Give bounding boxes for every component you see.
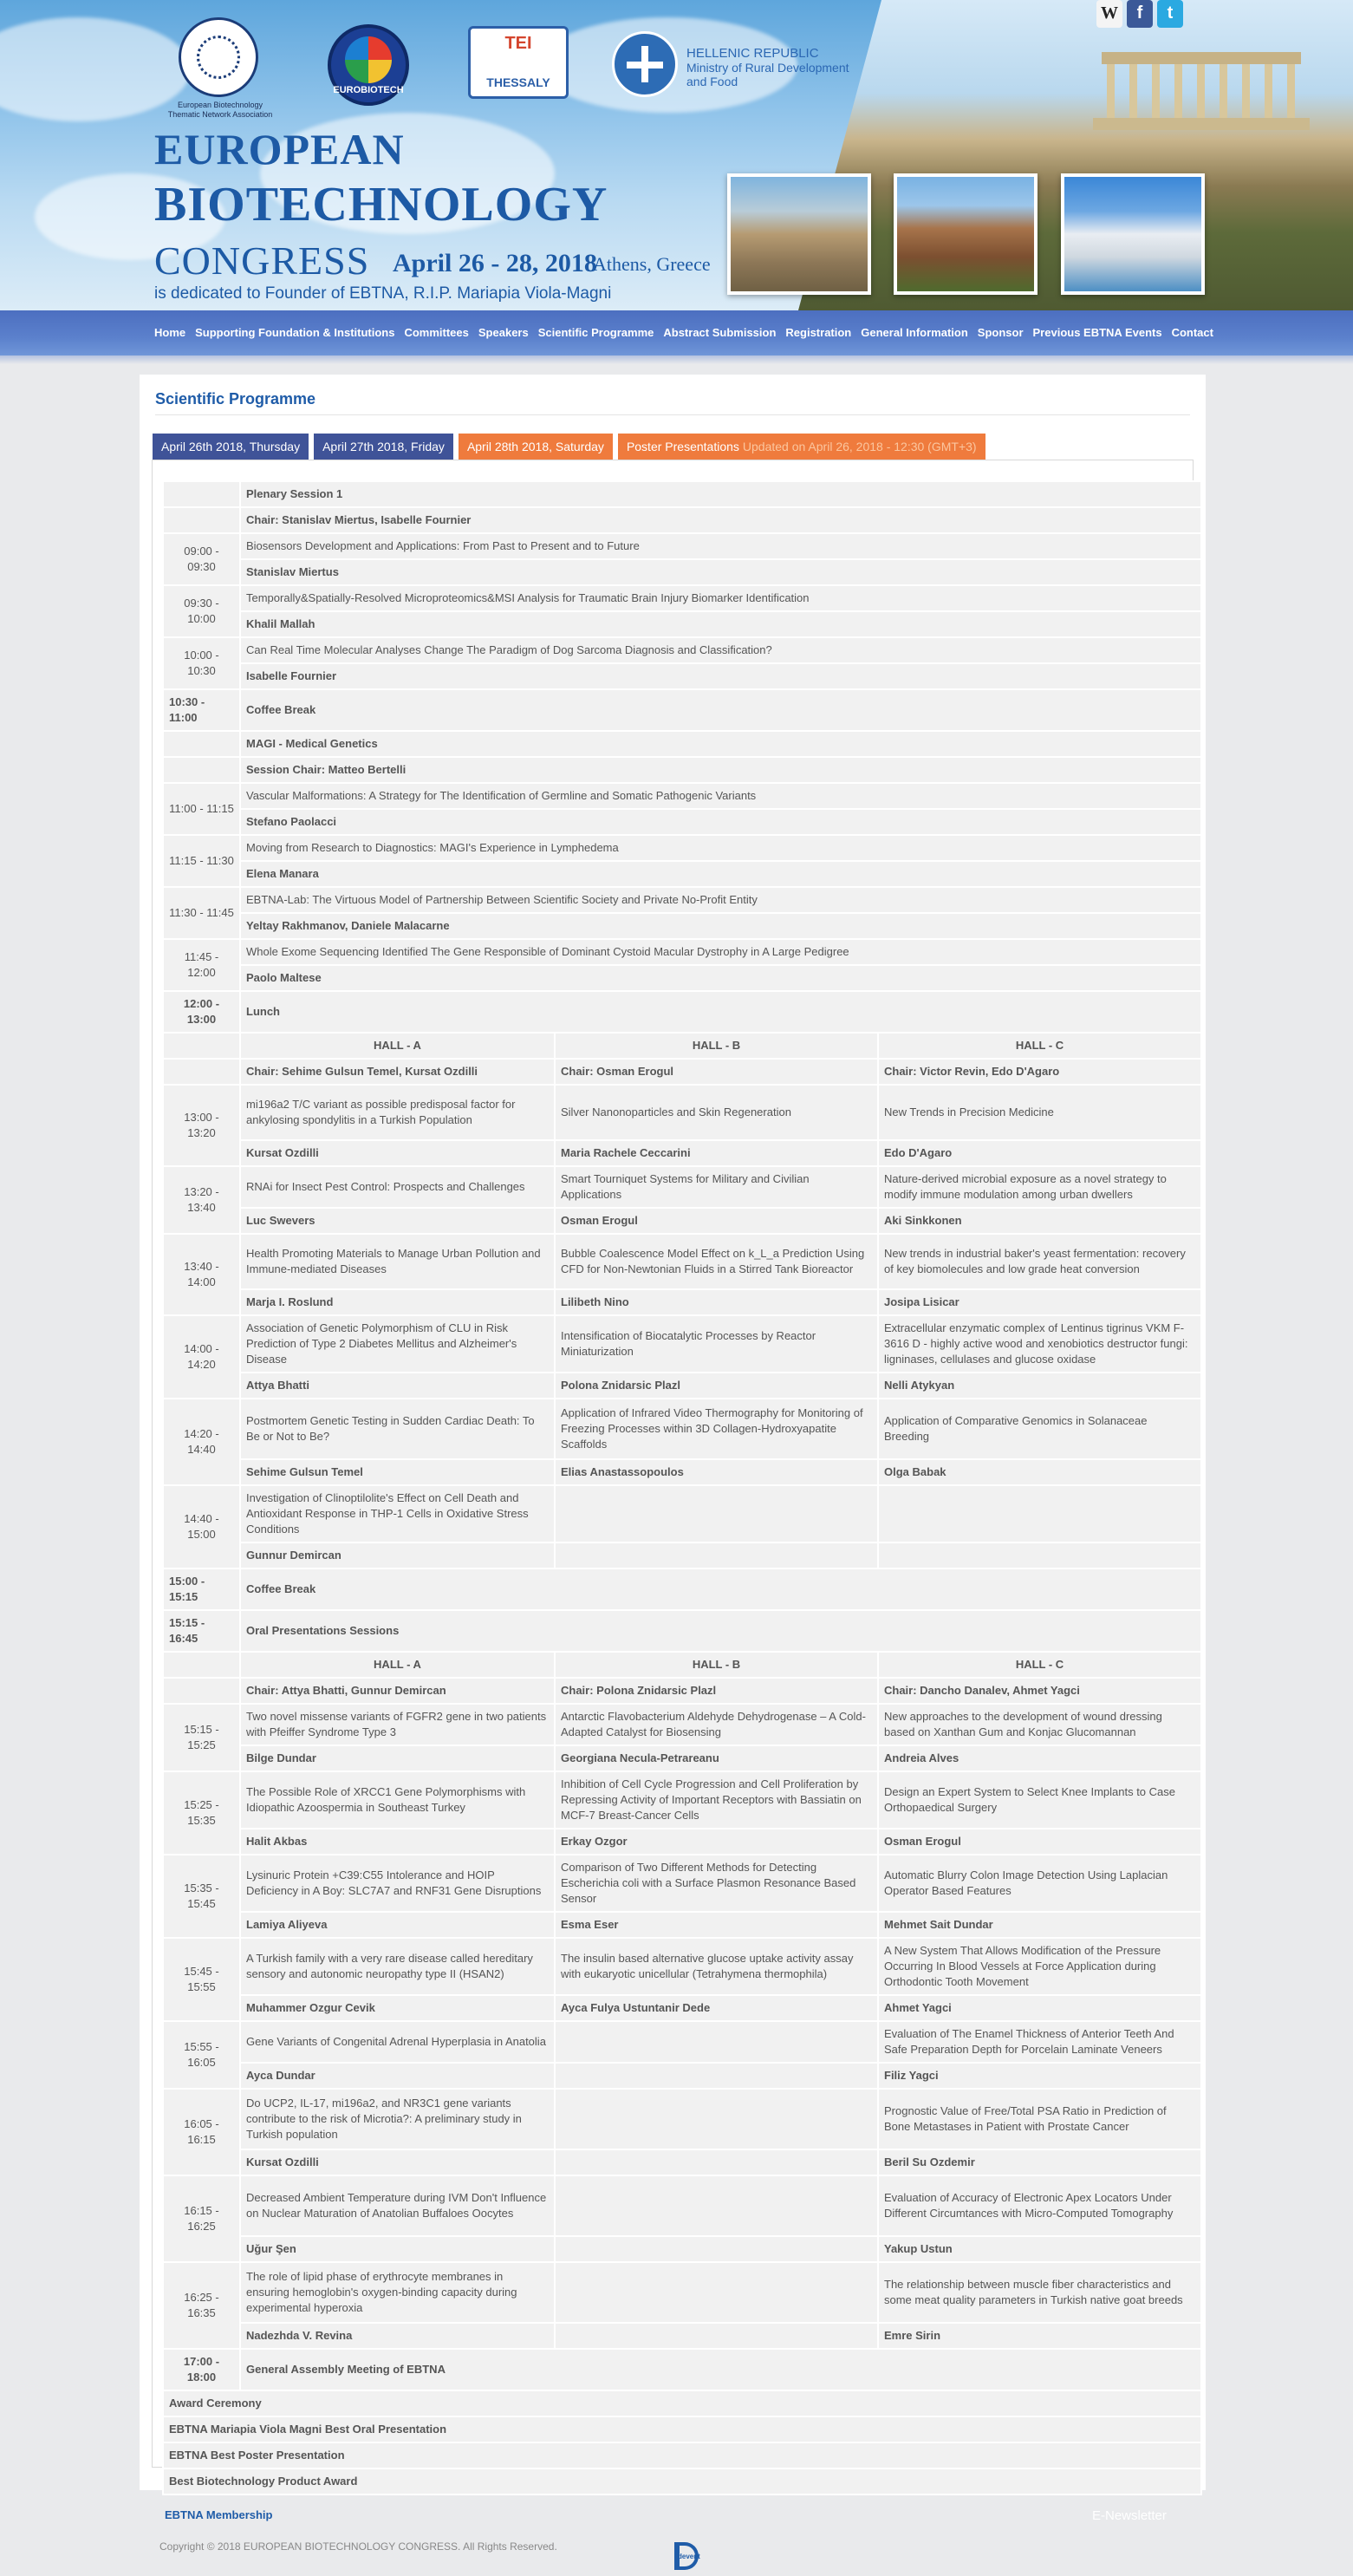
nav-speakers[interactable]: Speakers	[478, 326, 529, 339]
table-row	[163, 507, 1201, 533]
facebook-icon[interactable]: f	[1127, 0, 1153, 28]
talk-title: New Trends in Precision Medicine	[878, 1085, 1201, 1140]
hall-c-chair: Chair: Victor Revin, Edo D'Agaro	[878, 1059, 1201, 1085]
tei-thessaly-logo[interactable]: TEI THESSALY	[468, 26, 569, 99]
nav-contact[interactable]: Contact	[1171, 326, 1213, 339]
talk-speaker: Maria Rachele Ceccarini	[555, 1140, 878, 1166]
meteora-photo	[894, 173, 1038, 295]
talk-title: The insulin based alternative glucose uptake activity assay with eukaryotic unicellular (Tetrahymena thermophila)	[555, 1938, 878, 1995]
talk-title: New trends in industrial baker's yeast fermentation: recovery of key biomolecules and low grade heat conversion	[878, 1234, 1201, 1289]
table-row	[163, 2390, 1201, 2416]
talk-title: Smart Tourniquet Systems for Military and Civilian Applications	[555, 1166, 878, 1208]
congress-title-line2: BIOTECHNOLOGY	[154, 178, 608, 232]
table-row	[163, 1315, 1201, 1373]
talk-speaker: Edo D'Agaro	[878, 1140, 1201, 1166]
talk-speaker: Aki Sinkkonen	[878, 1208, 1201, 1234]
talk-title: A New System That Allows Modification of the Pressure Occurring In Blood Vessels at Force Application during Orthodontic Tooth Movement	[878, 1938, 1201, 1995]
hall-c-chair: Chair: Dancho Danalev, Ahmet Yagci	[878, 1678, 1201, 1704]
talk-title: Moving from Research to Diagnostics: MAGI's Experience in Lymphedema	[240, 835, 1201, 861]
time-cell: 11:00 - 11:15	[163, 783, 240, 835]
time-cell	[163, 757, 240, 783]
time-cell: 12:00 - 13:00	[163, 991, 240, 1033]
table-row	[163, 1771, 1201, 1829]
table-row	[163, 1542, 1201, 1568]
talk-title: Nature-derived microbial exposure as a novel strategy to modify immune modulation among urban dwellers	[878, 1166, 1201, 1208]
table-row	[163, 1166, 1201, 1208]
talk-title: Gene Variants of Congenital Adrenal Hyperplasia in Anatolia	[240, 2021, 555, 2063]
time-cell: 09:30 - 10:00	[163, 585, 240, 637]
talk-speaker: Josipa Lisicar	[878, 1289, 1201, 1315]
talk-title: Association of Genetic Polymorphism of CLU in Risk Prediction of Type 2 Diabetes Mellitus and Alzheimer's Disease	[240, 1315, 555, 1373]
time-cell	[163, 1678, 240, 1704]
time-cell: 11:15 - 11:30	[163, 835, 240, 887]
talk-title: Vascular Malformations: A Strategy for The Identification of Germline and Somatic Pathogenic Variants	[240, 783, 1201, 809]
talk-speaker: Elias Anastassopoulos	[555, 1459, 878, 1485]
e-newsletter-link[interactable]: E-Newsletter	[1092, 2508, 1167, 2523]
talk-title: Extracellular enzymatic complex of Lentinus tigrinus VKM F-3616 D - highly active wood and xenobiotics destructor fungi: ligninases, cellulases and glucose oxidase	[878, 1315, 1201, 1373]
table-row	[163, 2175, 1201, 2236]
talk-title	[555, 2175, 878, 2236]
cloud-decoration	[0, 17, 191, 121]
table-row	[163, 2236, 1201, 2262]
talk-title	[555, 1485, 878, 1542]
table-row	[163, 1568, 1201, 1610]
time-cell	[163, 481, 240, 507]
hall-b-header: HALL - B	[555, 1652, 878, 1678]
time-cell: 10:00 - 10:30	[163, 637, 240, 689]
nav-sponsor[interactable]: Sponsor	[977, 326, 1024, 339]
congress-city: Athens, Greece	[593, 253, 711, 275]
table-row	[163, 1059, 1201, 1085]
hall-b-chair: Chair: Osman Erogul	[555, 1059, 878, 1085]
talk-speaker: Emre Sirin	[878, 2323, 1201, 2349]
talk-title: Lysinuric Protein +C39:C55 Intolerance and HOIP Deficiency in A Boy: SLC7A7 and RNF31 Gene Disruptions	[240, 1855, 555, 1912]
talk-speaker: Lilibeth Nino	[555, 1289, 878, 1315]
talk-speaker: Olga Babak	[878, 1459, 1201, 1485]
talk-title: Prognostic Value of Free/Total PSA Ratio in Prediction of Bone Metastases in Patient with Prostate Cancer	[878, 2089, 1201, 2149]
table-row	[163, 2323, 1201, 2349]
talk-speaker	[555, 1542, 878, 1568]
time-cell: 13:20 - 13:40	[163, 1166, 240, 1234]
talk-title: The Possible Role of XRCC1 Gene Polymorphisms with Idiopathic Azoospermia in Southeast Turkey	[240, 1771, 555, 1829]
table-row	[163, 809, 1201, 835]
copyright-text: Copyright © 2018 EUROPEAN BIOTECHNOLOGY CONGRESS. All Rights Reserved.	[159, 2540, 557, 2553]
award-item: EBTNA Mariapia Viola Magni Best Oral Presentation	[163, 2416, 1201, 2442]
table-row	[163, 835, 1201, 861]
talk-speaker: Bilge Dundar	[240, 1745, 555, 1771]
time-cell	[163, 1033, 240, 1059]
talk-speaker: Sehime Gulsun Temel	[240, 1459, 555, 1485]
time-cell: 13:00 - 13:20	[163, 1085, 240, 1166]
time-cell: 14:40 - 15:00	[163, 1485, 240, 1568]
talk-speaker: Khalil Mallah	[240, 611, 1201, 637]
talk-title: Automatic Blurry Colon Image Detection Using Laplacian Operator Based Features	[878, 1855, 1201, 1912]
session-title: MAGI - Medical Genetics	[240, 731, 1201, 757]
talk-speaker: Uğur Şen	[240, 2236, 555, 2262]
table-row	[163, 991, 1201, 1033]
hall-a-header: HALL - A	[240, 1033, 555, 1059]
time-cell: 14:20 - 14:40	[163, 1399, 240, 1485]
talk-title	[555, 2089, 878, 2149]
nav-committees[interactable]: Committees	[404, 326, 469, 339]
parthenon-illustration	[1093, 52, 1310, 130]
talk-title: Evaluation of Accuracy of Electronic Apex Locators Under Different Circumtances with Micro-Computed Tomography	[878, 2175, 1201, 2236]
talk-title: RNAi for Insect Pest Control: Prospects and Challenges	[240, 1166, 555, 1208]
talk-title: Application of Comparative Genomics in Solanaceae Breeding	[878, 1399, 1201, 1459]
talk-speaker: Nadezhda V. Revina	[240, 2323, 555, 2349]
time-cell: 16:05 - 16:15	[163, 2089, 240, 2175]
talk-speaker	[555, 2236, 878, 2262]
hall-a-chair: Chair: Sehime Gulsun Temel, Kursat Ozdilli	[240, 1059, 555, 1085]
talk-speaker: Georgiana Necula-Petrareanu	[555, 1745, 878, 1771]
talk-speaker	[555, 2149, 878, 2175]
talk-title	[555, 2021, 878, 2063]
time-cell: 16:25 - 16:35	[163, 2262, 240, 2349]
award-item: Award Ceremony	[163, 2390, 1201, 2416]
tab-april-26[interactable]: April 26th 2018, Thursday	[153, 434, 309, 460]
award-item: Best Biotechnology Product Award	[163, 2468, 1201, 2494]
time-cell: 15:25 - 15:35	[163, 1771, 240, 1855]
talk-title: Comparison of Two Different Methods for Detecting Escherichia coli with a Surface Plasmon Resonance Based Sensor	[555, 1855, 878, 1912]
site-header	[0, 0, 1353, 310]
talk-title: Postmortem Genetic Testing in Sudden Cardiac Death: To Be or Not to Be?	[240, 1399, 555, 1459]
talk-title: Health Promoting Materials to Manage Urban Pollution and Immune-mediated Diseases	[240, 1234, 555, 1289]
table-row	[163, 1085, 1201, 1140]
congress-title-line1: EUROPEAN	[154, 125, 405, 173]
talk-title: Do UCP2, IL-17, mi196a2, and NR3C1 gene variants contribute to the risk of Microtia?: A preliminary study in Turkish population	[240, 2089, 555, 2149]
talk-title: Silver Nanonoparticles and Skin Regeneration	[555, 1085, 878, 1140]
time-cell: 15:15 - 15:25	[163, 1704, 240, 1771]
main-navigation	[154, 326, 1213, 339]
talk-title: Can Real Time Molecular Analyses Change The Paradigm of Dog Sarcoma Diagnosis and Classification?	[240, 637, 1201, 663]
table-row	[163, 887, 1201, 913]
table-row	[163, 481, 1201, 507]
award-item: EBTNA Best Poster Presentation	[163, 2442, 1201, 2468]
talk-speaker: Beril Su Ozdemir	[878, 2149, 1201, 2175]
hall-a-chair: Chair: Attya Bhatti, Gunnur Demircan	[240, 1678, 555, 1704]
talk-title: EBTNA-Lab: The Virtuous Model of Partnership Between Scientific Society and Private No-Profit Entity	[240, 887, 1201, 913]
talk-speaker: Stefano Paolacci	[240, 809, 1201, 835]
time-cell: 15:00 - 15:15	[163, 1568, 240, 1610]
talk-speaker	[878, 1542, 1201, 1568]
table-row	[163, 2262, 1201, 2323]
wikipedia-icon[interactable]: W	[1096, 0, 1122, 28]
talk-speaker: Yeltay Rakhmanov, Daniele Malacarne	[240, 913, 1201, 939]
time-cell	[163, 731, 240, 757]
talk-title: Application of Infrared Video Thermography for Monitoring of Freezing Processes within 3D Collagen-Hydroxyapatite Scaffolds	[555, 1399, 878, 1459]
day-tabs	[153, 434, 985, 460]
talk-speaker: Esma Eser	[555, 1912, 878, 1938]
table-row	[163, 1652, 1201, 1678]
time-cell: 15:55 - 16:05	[163, 2021, 240, 2089]
talk-speaker: Andreia Alves	[878, 1745, 1201, 1771]
congress-title-line3: CONGRESS	[154, 238, 370, 283]
talk-speaker: Marja I. Roslund	[240, 1289, 555, 1315]
developer-logo[interactable]: devent	[674, 2539, 709, 2573]
time-cell: 11:30 - 11:45	[163, 887, 240, 939]
talk-title: Inhibition of Cell Cycle Progression and Cell Proliferation by Repressing Activity of Important Receptors with Bassiatin on MCF-7 Breast-Cancer Cells	[555, 1771, 878, 1829]
time-cell	[163, 1652, 240, 1678]
table-row	[163, 861, 1201, 887]
nav-home[interactable]: Home	[154, 326, 186, 339]
eurobiotech-logo[interactable]: EUROBIOTECH	[328, 24, 409, 106]
talk-speaker: Kursat Ozdilli	[240, 1140, 555, 1166]
table-row	[163, 611, 1201, 637]
talk-title: Decreased Ambient Temperature during IVM Don't Influence on Nuclear Maturation of Anatolian Buffaloes Oocytes	[240, 2175, 555, 2236]
talk-speaker: Paolo Maltese	[240, 965, 1201, 991]
table-row	[163, 1373, 1201, 1399]
table-row	[163, 2468, 1201, 2494]
table-row	[163, 1140, 1201, 1166]
nav-previous-events[interactable]: Previous EBTNA Events	[1032, 326, 1162, 339]
talk-speaker: Yakup Ustun	[878, 2236, 1201, 2262]
talk-speaker: Ayca Fulya Ustuntanir Dede	[555, 1995, 878, 2021]
talk-speaker: Elena Manara	[240, 861, 1201, 887]
table-row	[163, 1459, 1201, 1485]
table-row	[163, 1912, 1201, 1938]
table-row	[163, 2149, 1201, 2175]
talk-speaker: Kursat Ozdilli	[240, 2149, 555, 2175]
talk-title	[878, 1485, 1201, 1542]
tab-april-27[interactable]: April 27th 2018, Friday	[314, 434, 453, 460]
nav-shadow	[0, 355, 1353, 364]
table-row	[163, 1208, 1201, 1234]
table-row	[163, 1995, 1201, 2021]
nav-registration[interactable]: Registration	[785, 326, 852, 339]
time-cell: 11:45 - 12:00	[163, 939, 240, 991]
table-row	[163, 1855, 1201, 1912]
session-chair: Chair: Stanislav Miertus, Isabelle Fournier	[240, 507, 1201, 533]
time-cell: 17:00 - 18:00	[163, 2349, 240, 2390]
nav-abstract-submission[interactable]: Abstract Submission	[663, 326, 777, 339]
time-cell: 14:00 - 14:20	[163, 1315, 240, 1399]
talk-speaker: Attya Bhatti	[240, 1373, 555, 1399]
table-row	[163, 585, 1201, 611]
ebtna-logo-caption: European Biotechnology Thematic Network Association	[167, 101, 273, 119]
table-row	[163, 1745, 1201, 1771]
session-title: Plenary Session 1	[240, 481, 1201, 507]
time-cell: 15:45 - 15:55	[163, 1938, 240, 2021]
page-title: Scientific Programme	[155, 390, 316, 408]
update-note: Updated on April 26, 2018 - 12:30 (GMT+3)	[742, 440, 977, 453]
time-cell: 09:00 - 09:30	[163, 533, 240, 585]
table-row	[163, 1829, 1201, 1855]
ministry-label: HELLENIC REPUBLIC Ministry of Rural Development and Food	[686, 46, 849, 88]
time-cell: 13:40 - 14:00	[163, 1234, 240, 1315]
time-cell	[163, 507, 240, 533]
talk-title: The relationship between muscle fiber characteristics and some meat quality parameters in Turkish native goat breeds	[878, 2262, 1201, 2323]
table-row	[163, 1289, 1201, 1315]
congress-dates: April 26 - 28, 2018	[393, 249, 597, 277]
talk-speaker: Gunnur Demircan	[240, 1542, 555, 1568]
talk-speaker: Isabelle Fournier	[240, 663, 1201, 689]
oral-sessions-title: Oral Presentations Sessions	[240, 1610, 1201, 1652]
time-cell	[163, 1059, 240, 1085]
table-row	[163, 2416, 1201, 2442]
table-row	[163, 663, 1201, 689]
table-row	[163, 689, 1201, 731]
talk-title: mi196a2 T/C variant as possible predisposal factor for ankylosing spondylitis in a Turkish Population	[240, 1085, 555, 1140]
table-row	[163, 965, 1201, 991]
coffee-break: Coffee Break	[240, 1568, 1201, 1610]
tab-april-28[interactable]: April 28th 2018, Saturday	[459, 434, 613, 460]
table-row	[163, 2021, 1201, 2063]
dedication-text: is dedicated to Founder of EBTNA, R.I.P. Mariapia Viola-Magni	[154, 284, 612, 303]
time-cell: 16:15 - 16:25	[163, 2175, 240, 2262]
talk-speaker: Luc Swevers	[240, 1208, 555, 1234]
table-row	[163, 1485, 1201, 1542]
talk-speaker: Osman Erogul	[555, 1208, 878, 1234]
talk-speaker: Ahmet Yagci	[878, 1995, 1201, 2021]
hall-c-header: HALL - C	[878, 1652, 1201, 1678]
ebtna-membership-link[interactable]: EBTNA Membership	[165, 2508, 273, 2521]
table-row	[163, 1938, 1201, 1995]
table-row	[163, 2442, 1201, 2468]
ebtna-logo[interactable]	[179, 17, 258, 97]
theatre-photo	[727, 173, 871, 295]
time-cell: 15:15 - 16:45	[163, 1610, 240, 1652]
talk-speaker: Halit Akbas	[240, 1829, 555, 1855]
talk-title: Bubble Coalescence Model Effect on k_L_a Prediction Using CFD for Non-Newtonian Fluids in a Stirred Tank Bioreactor	[555, 1234, 878, 1289]
programme-table	[162, 480, 1202, 2495]
talk-speaker: Ayca Dundar	[240, 2063, 555, 2089]
talk-title: Investigation of Clinoptilolite's Effect on Cell Death and Antioxidant Response in THP-1 Cells in Oxidative Stress Conditions	[240, 1485, 555, 1542]
general-assembly: General Assembly Meeting of EBTNA	[240, 2349, 1201, 2390]
hellenic-republic-emblem[interactable]	[612, 31, 678, 97]
table-row	[163, 1033, 1201, 1059]
nav-scientific-programme[interactable]: Scientific Programme	[537, 326, 654, 339]
talk-speaker: Lamiya Aliyeva	[240, 1912, 555, 1938]
table-row	[163, 783, 1201, 809]
talk-speaker: Nelli Atykyan	[878, 1373, 1201, 1399]
table-row	[163, 1704, 1201, 1745]
talk-speaker: Mehmet Sait Dundar	[878, 1912, 1201, 1938]
table-row	[163, 1234, 1201, 1289]
talk-title: Biosensors Development and Applications: From Past to Present and to Future	[240, 533, 1201, 559]
hall-a-header: HALL - A	[240, 1652, 555, 1678]
talk-title: Temporally&Spatially-Resolved Microproteomics&MSI Analysis for Traumatic Brain Injury Biomarker Identification	[240, 585, 1201, 611]
time-cell: 15:35 - 15:45	[163, 1855, 240, 1938]
lunch-break: Lunch	[240, 991, 1201, 1033]
divider	[155, 414, 1190, 415]
talk-speaker: Stanislav Miertus	[240, 559, 1201, 585]
talk-speaker: Erkay Ozgor	[555, 1829, 878, 1855]
talk-speaker: Muhammer Ozgur Cevik	[240, 1995, 555, 2021]
talk-title: Intensification of Biocatalytic Processes by Reactor Miniaturization	[555, 1315, 878, 1373]
table-row	[163, 637, 1201, 663]
mykonos-photo	[1061, 173, 1205, 295]
talk-title: Evaluation of The Enamel Thickness of Anterior Teeth And Safe Preparation Depth for Porcelain Laminate Veneers	[878, 2021, 1201, 2063]
table-row	[163, 1399, 1201, 1459]
table-row	[163, 1610, 1201, 1652]
coffee-break: Coffee Break	[240, 689, 1201, 731]
twitter-icon[interactable]: t	[1157, 0, 1183, 28]
nav-supporting-foundation[interactable]: Supporting Foundation & Institutions	[195, 326, 395, 339]
table-row	[163, 731, 1201, 757]
hall-b-chair: Chair: Polona Znidarsic Plazl	[555, 1678, 878, 1704]
hall-c-header: HALL - C	[878, 1033, 1201, 1059]
talk-title: A Turkish family with a very rare disease called hereditary sensory and autonomic neuropathy type II (HSAN2)	[240, 1938, 555, 1995]
table-row	[163, 2349, 1201, 2390]
nav-general-information[interactable]: General Information	[861, 326, 968, 339]
talk-title: The role of lipid phase of erythrocyte membranes in ensuring hemoglobin's oxygen-binding capacity during experimental hyperoxia	[240, 2262, 555, 2323]
talk-title: Design an Expert System to Select Knee Implants to Case Orthopaedical Surgery	[878, 1771, 1201, 1829]
hall-b-header: HALL - B	[555, 1033, 878, 1059]
table-row	[163, 913, 1201, 939]
table-row	[163, 2063, 1201, 2089]
table-row	[163, 559, 1201, 585]
table-row	[163, 1678, 1201, 1704]
tab-poster-presentations[interactable]: Poster Presentations Updated on April 26, 2018 - 12:30 (GMT+3)	[618, 434, 985, 460]
table-row	[163, 533, 1201, 559]
talk-title: Whole Exome Sequencing Identified The Gene Responsible of Dominant Cystoid Macular Dystrophy in A Large Pedigree	[240, 939, 1201, 965]
session-chair: Session Chair: Matteo Bertelli	[240, 757, 1201, 783]
table-row	[163, 939, 1201, 965]
talk-title: New approaches to the development of wound dressing based on Xanthan Gum and Konjac Glucomannan	[878, 1704, 1201, 1745]
talk-speaker: Osman Erogul	[878, 1829, 1201, 1855]
talk-title: Antarctic Flavobacterium Aldehyde Dehydrogenase – A Cold-Adapted Catalyst for Biosensing	[555, 1704, 878, 1745]
talk-speaker: Polona Znidarsic Plazl	[555, 1373, 878, 1399]
talk-speaker	[555, 2323, 878, 2349]
table-row	[163, 2089, 1201, 2149]
talk-speaker	[555, 2063, 878, 2089]
talk-speaker: Filiz Yagci	[878, 2063, 1201, 2089]
talk-title	[555, 2262, 878, 2323]
talk-title: Two novel missense variants of FGFR2 gene in two patients with Pfeiffer Syndrome Type 3	[240, 1704, 555, 1745]
table-row	[163, 757, 1201, 783]
time-cell: 10:30 - 11:00	[163, 689, 240, 731]
